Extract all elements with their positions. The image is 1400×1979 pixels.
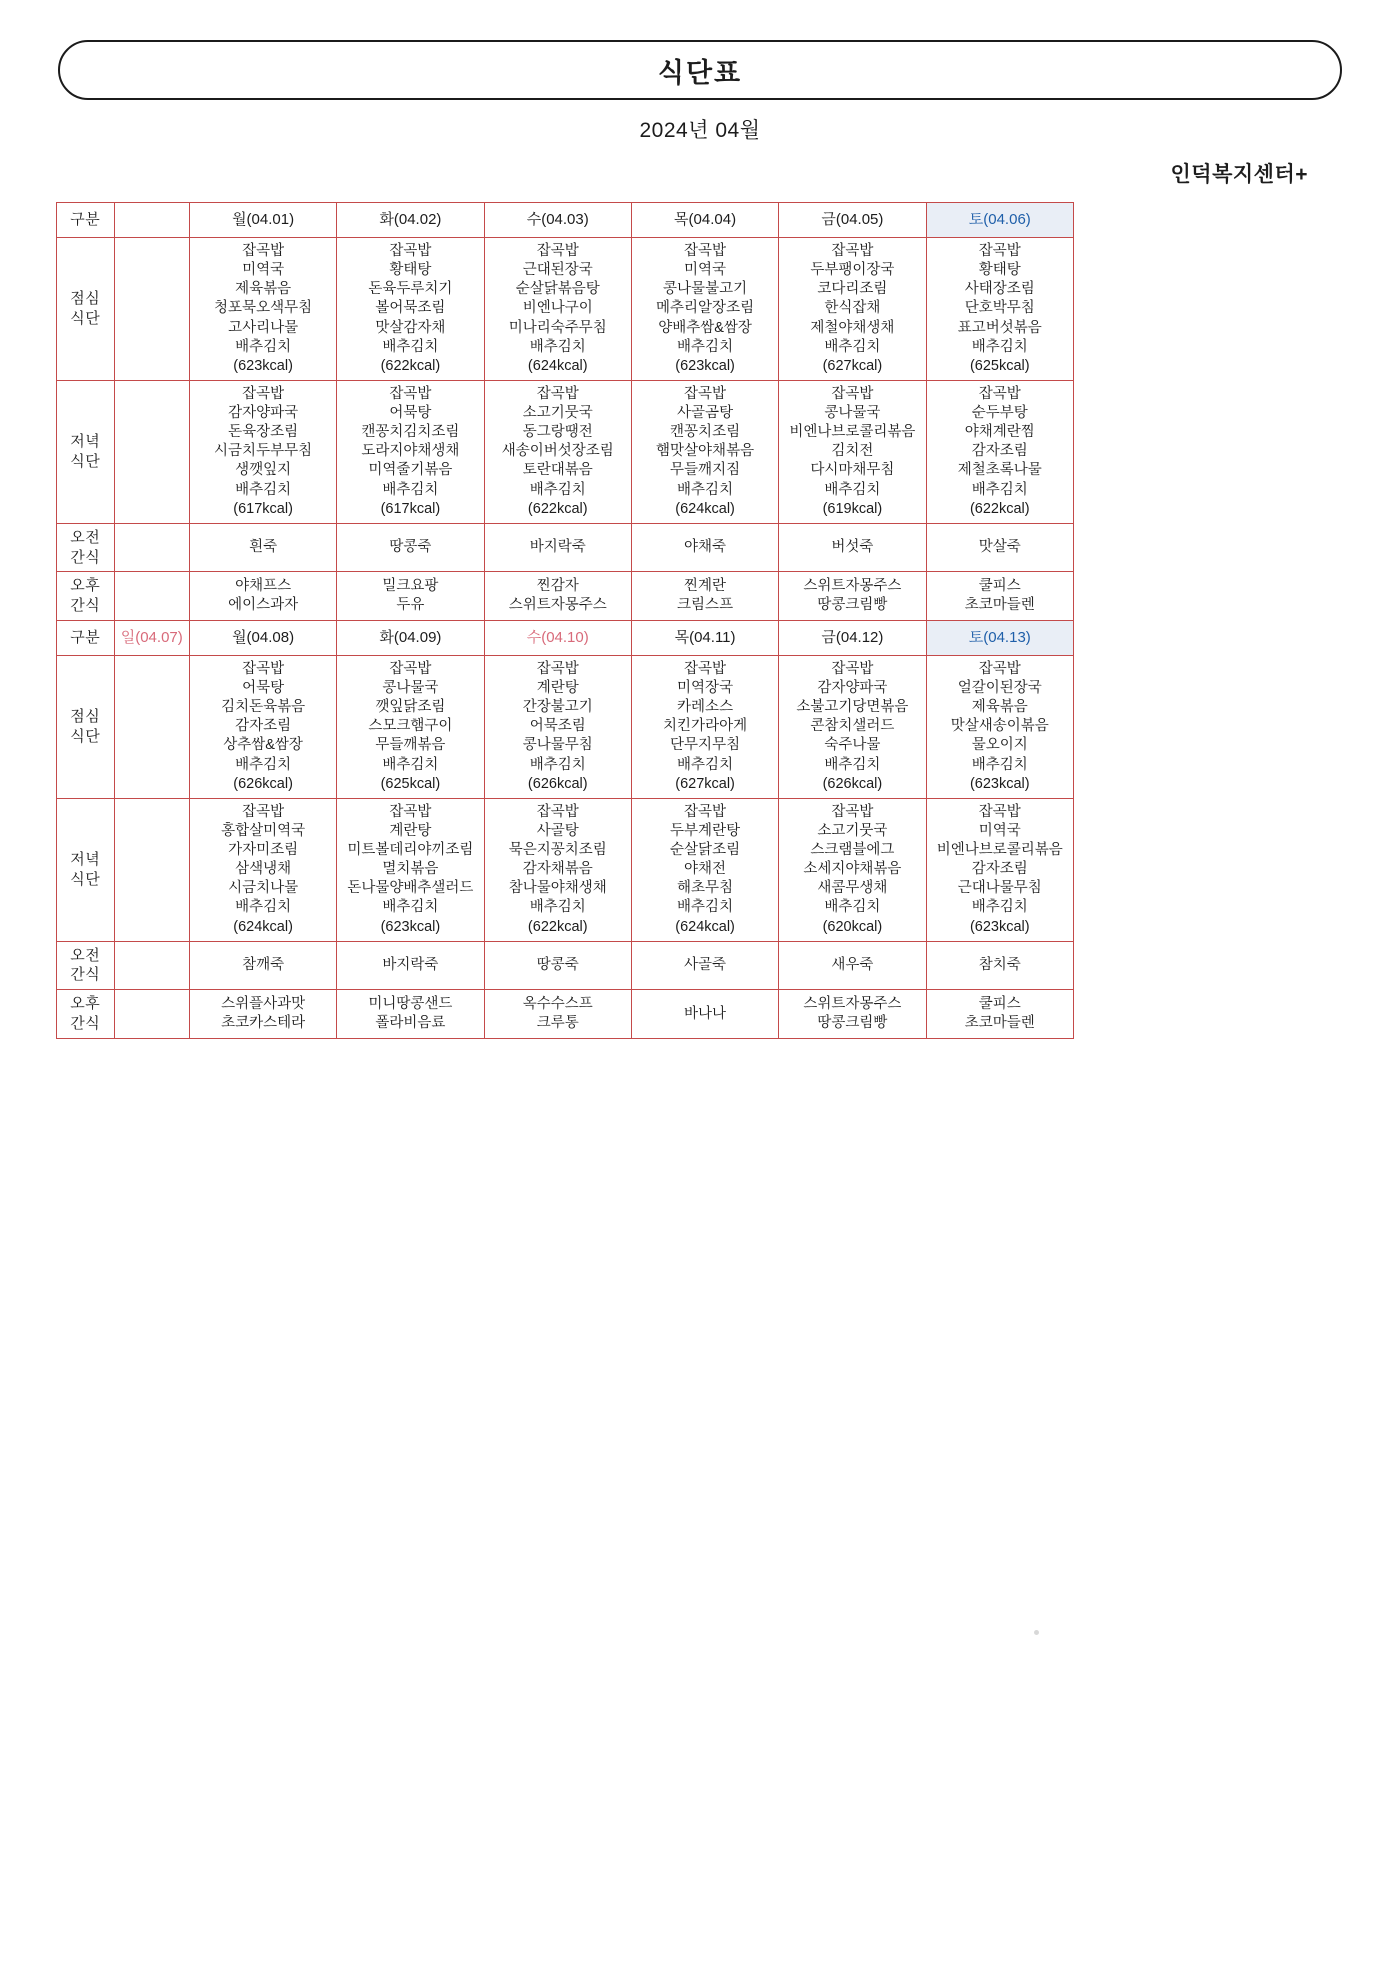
cell-week1-dinner-1: 잡곡밥 감자양파국 돈육장조림 시금치두부무침 생깻잎지 배추김치 (617kcal) bbox=[189, 380, 336, 523]
cell-week2-afternoon-6: 쿨피스 초코마들렌 bbox=[926, 990, 1073, 1039]
cell-week2-lunch-1: 잡곡밥 어묵탕 김치돈육볶음 감자조림 상추쌈&쌈장 배추김치 (626kcal) bbox=[189, 655, 336, 798]
cell-week2-lunch-3: 잡곡밥 계란탕 간장불고기 어묵조림 콩나물무침 배추김치 (626kcal) bbox=[484, 655, 631, 798]
header-week2-col6: 토(04.13) bbox=[926, 620, 1073, 655]
cell-week2-dinner-2: 잡곡밥 계란탕 미트볼데리야끼조림 멸치볶음 돈나물양배추샐러드 배추김치 (623kcal) bbox=[337, 798, 484, 941]
header-week1-col1: 월(04.01) bbox=[189, 203, 336, 238]
header-week1-col6: 토(04.06) bbox=[926, 203, 1073, 238]
cell-week1-morning-1: 흰죽 bbox=[189, 523, 336, 572]
cell-week2-lunch-0 bbox=[114, 655, 189, 798]
document-subtitle: 2024년 04월 bbox=[639, 119, 761, 142]
center-name: 인덕복지센터+ bbox=[1170, 163, 1308, 186]
cell-week1-dinner-0 bbox=[114, 380, 189, 523]
menu-table bbox=[56, 202, 1074, 1039]
cell-week2-lunch-5: 잡곡밥 감자양파국 소불고기당면볶음 콘참치샐러드 숙주나물 배추김치 (626kcal) bbox=[779, 655, 926, 798]
cell-week1-lunch-6: 잡곡밥 황태탕 사태장조림 단호박무침 표고버섯볶음 배추김치 (625kcal) bbox=[926, 238, 1073, 381]
header-week2-col1: 월(04.08) bbox=[189, 620, 336, 655]
cell-week1-afternoon-5: 스위트자몽주스 땅콩크림빵 bbox=[779, 572, 926, 621]
row-label-division-2: 구분 bbox=[57, 620, 115, 655]
cell-week1-afternoon-4: 찐계란 크림스프 bbox=[631, 572, 778, 621]
cell-week2-afternoon-4: 바나나 bbox=[631, 990, 778, 1039]
cell-week1-lunch-1: 잡곡밥 미역국 제육볶음 청포묵오색무침 고사리나물 배추김치 (623kcal) bbox=[189, 238, 336, 381]
row-label-afternoon-snack: 오후 간식 bbox=[57, 572, 115, 621]
header-week1-col0 bbox=[114, 203, 189, 238]
cell-week2-morning-5: 새우죽 bbox=[779, 941, 926, 990]
header-week1-col4: 목(04.04) bbox=[631, 203, 778, 238]
row-label-afternoon-snack-2: 오후 간식 bbox=[57, 990, 115, 1039]
header-week1-col2: 화(04.02) bbox=[337, 203, 484, 238]
cell-week2-afternoon-1: 스위플사과맛 초코카스테라 bbox=[189, 990, 336, 1039]
cell-week1-lunch-0 bbox=[114, 238, 189, 381]
cell-week1-dinner-6: 잡곡밥 순두부탕 야채계란찜 감자조림 제철초록나물 배추김치 (622kcal) bbox=[926, 380, 1073, 523]
cell-week2-dinner-0 bbox=[114, 798, 189, 941]
header-week1-col3: 수(04.03) bbox=[484, 203, 631, 238]
cell-week2-lunch-2: 잡곡밥 콩나물국 깻잎닭조림 스모크햄구이 무들깨볶음 배추김치 (625kcal) bbox=[337, 655, 484, 798]
menu-table-body bbox=[57, 203, 1074, 1039]
cell-week2-morning-6: 참치죽 bbox=[926, 941, 1073, 990]
cell-week1-morning-3: 바지락죽 bbox=[484, 523, 631, 572]
cell-week1-lunch-2: 잡곡밥 황태탕 돈육두루치기 볼어묵조림 맛살감자채 배추김치 (622kcal) bbox=[337, 238, 484, 381]
cell-week1-morning-0 bbox=[114, 523, 189, 572]
row-label-dinner: 저녁 식단 bbox=[57, 380, 115, 523]
header-week2-col2: 화(04.09) bbox=[337, 620, 484, 655]
row-label-lunch: 점심 식단 bbox=[57, 238, 115, 381]
table-row-lunch-week2 bbox=[57, 655, 1074, 798]
cell-week1-morning-4: 야채죽 bbox=[631, 523, 778, 572]
cell-week1-dinner-4: 잡곡밥 사골곰탕 캔꽁치조림 햄맛살야채볶음 무들깨지짐 배추김치 (624kcal) bbox=[631, 380, 778, 523]
cell-week2-morning-1: 참깨죽 bbox=[189, 941, 336, 990]
header-week2-col4: 목(04.11) bbox=[631, 620, 778, 655]
cell-week2-dinner-5: 잡곡밥 소고기뭇국 스크램블에그 소세지야채볶음 새콤무생채 배추김치 (620kcal) bbox=[779, 798, 926, 941]
cell-week2-afternoon-2: 미니땅콩샌드 폴라비음료 bbox=[337, 990, 484, 1039]
table-row-morning-snack-week2 bbox=[57, 941, 1074, 990]
table-row-lunch-week1 bbox=[57, 238, 1074, 381]
table-row-afternoon-snack-week2 bbox=[57, 990, 1074, 1039]
row-label-dinner-2: 저녁 식단 bbox=[57, 798, 115, 941]
document-title-banner bbox=[58, 40, 1342, 100]
header-week2-col3: 수(04.10) bbox=[484, 620, 631, 655]
cell-week1-afternoon-2: 밀크요팡 두유 bbox=[337, 572, 484, 621]
cell-week2-dinner-4: 잡곡밥 두부계란탕 순살닭조림 야채전 해초무침 배추김치 (624kcal) bbox=[631, 798, 778, 941]
cell-week2-afternoon-0 bbox=[114, 990, 189, 1039]
row-label-division: 구분 bbox=[57, 203, 115, 238]
table-row-afternoon-snack-week1 bbox=[57, 572, 1074, 621]
table-row-morning-snack-week1 bbox=[57, 523, 1074, 572]
cell-week1-morning-6: 맛살죽 bbox=[926, 523, 1073, 572]
cell-week2-afternoon-5: 스위트자몽주스 땅콩크림빵 bbox=[779, 990, 926, 1039]
table-row-header-week1 bbox=[57, 203, 1074, 238]
table-row-dinner-week2 bbox=[57, 798, 1074, 941]
cell-week1-dinner-3: 잡곡밥 소고기뭇국 동그랑땡전 새송이버섯장조림 토란대볶음 배추김치 (622kcal) bbox=[484, 380, 631, 523]
row-label-morning-snack-2: 오전 간식 bbox=[57, 941, 115, 990]
cell-week2-morning-0 bbox=[114, 941, 189, 990]
cell-week1-morning-2: 땅콩죽 bbox=[337, 523, 484, 572]
cell-week2-morning-3: 땅콩죽 bbox=[484, 941, 631, 990]
header-week1-col5: 금(04.05) bbox=[779, 203, 926, 238]
cell-week2-lunch-6: 잡곡밥 얼갈이된장국 제육볶음 맛살새송이볶음 물오이지 배추김치 (623kcal) bbox=[926, 655, 1073, 798]
row-label-lunch-2: 점심 식단 bbox=[57, 655, 115, 798]
cell-week2-afternoon-3: 옥수수스프 크루통 bbox=[484, 990, 631, 1039]
cell-week1-dinner-5: 잡곡밥 콩나물국 비엔나브로콜리볶음 김치전 다시마채무침 배추김치 (619kcal) bbox=[779, 380, 926, 523]
cell-week1-dinner-2: 잡곡밥 어묵탕 캔꽁치김치조림 도라지야채생채 미역줄기볶음 배추김치 (617kcal) bbox=[337, 380, 484, 523]
row-label-morning-snack: 오전 간식 bbox=[57, 523, 115, 572]
cell-week1-morning-5: 버섯죽 bbox=[779, 523, 926, 572]
table-row-header-week2 bbox=[57, 620, 1074, 655]
cell-week2-dinner-6: 잡곡밥 미역국 비엔나브로콜리볶음 감자조림 근대나물무침 배추김치 (623kcal) bbox=[926, 798, 1073, 941]
header-week2-col0: 일(04.07) bbox=[114, 620, 189, 655]
header-week2-col5: 금(04.12) bbox=[779, 620, 926, 655]
cell-week2-morning-4: 사골죽 bbox=[631, 941, 778, 990]
cell-week2-lunch-4: 잡곡밥 미역장국 카레소스 치킨가라아게 단무지무침 배추김치 (627kcal) bbox=[631, 655, 778, 798]
cell-week1-afternoon-6: 쿨피스 초코마들렌 bbox=[926, 572, 1073, 621]
cell-week1-lunch-5: 잡곡밥 두부팽이장국 코다리조림 한식잡채 제철야채생채 배추김치 (627kcal) bbox=[779, 238, 926, 381]
cell-week1-afternoon-1: 야채프스 에이스과자 bbox=[189, 572, 336, 621]
cell-week1-lunch-3: 잡곡밥 근대된장국 순살닭볶음탕 비엔나구이 미나리숙주무침 배추김치 (624kcal) bbox=[484, 238, 631, 381]
page-title: 식단표 bbox=[657, 57, 743, 88]
table-row-dinner-week1 bbox=[57, 380, 1074, 523]
cell-week2-morning-2: 바지락죽 bbox=[337, 941, 484, 990]
cell-week1-afternoon-3: 찐감자 스위트자몽주스 bbox=[484, 572, 631, 621]
scan-speck bbox=[1034, 1630, 1039, 1635]
cell-week1-afternoon-0 bbox=[114, 572, 189, 621]
cell-week2-dinner-3: 잡곡밥 사골탕 묵은지꽁치조림 감자채볶음 참나물야채생채 배추김치 (622kcal) bbox=[484, 798, 631, 941]
cell-week1-lunch-4: 잡곡밥 미역국 콩나물불고기 메추리알장조림 양배추쌈&쌈장 배추김치 (623kcal) bbox=[631, 238, 778, 381]
cell-week2-dinner-1: 잡곡밥 홍합살미역국 가자미조림 삼색냉채 시금치나물 배추김치 (624kcal) bbox=[189, 798, 336, 941]
